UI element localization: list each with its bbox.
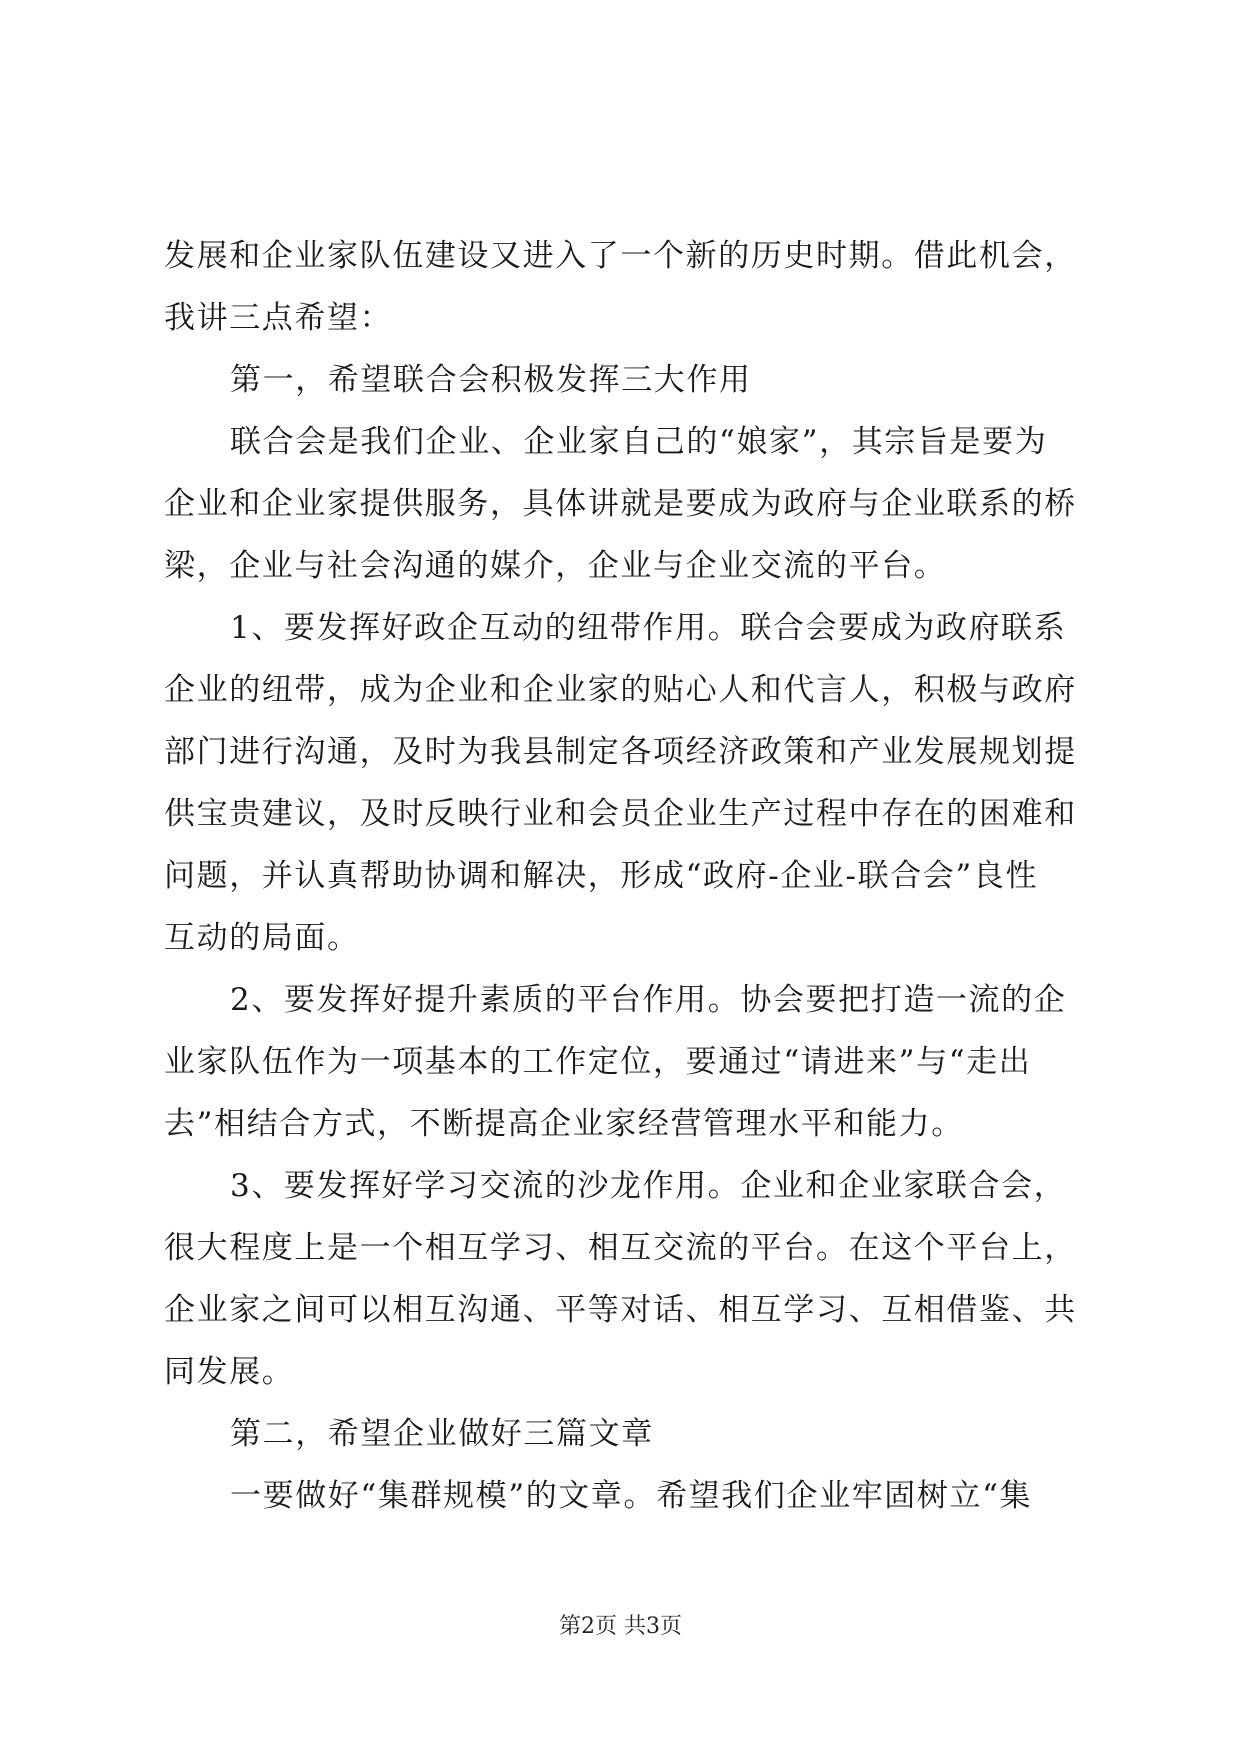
text-line: 业家队伍作为一项基本的工作定位，要通过“请进来”与“走出 xyxy=(164,1044,1032,1080)
text-line: 互动的局面。 xyxy=(164,920,360,956)
text-line: 问题，并认真帮助协调和解决，形成“政府-企业-联合会”良性 xyxy=(164,858,1039,894)
text-line: 部门进行沟通，及时为我县制定各项经济政策和产业发展规划提 xyxy=(164,734,1077,770)
text-line: 同发展。 xyxy=(164,1354,295,1390)
text-line: 企业家之间可以相互沟通、平等对话、相互学习、互相借鉴、共 xyxy=(164,1292,1077,1328)
text-line: 第一，希望联合会积极发挥三大作用 xyxy=(230,362,752,398)
text-line: 企业的纽带，成为企业和企业家的贴心人和代言人，积极与政府 xyxy=(164,672,1077,708)
text-line: 去”相结合方式，不断提高企业家经营管理水平和能力。 xyxy=(164,1106,964,1142)
text-line: 梁，企业与社会沟通的媒介，企业与企业交流的平台。 xyxy=(164,548,947,584)
text-line: 发展和企业家队伍建设又进入了一个新的历史时期。借此机会， xyxy=(164,238,1077,274)
document-body xyxy=(164,225,1076,1527)
text-line: 我讲三点希望： xyxy=(164,300,393,336)
text-line: 很大程度上是一个相互学习、相互交流的平台。在这个平台上， xyxy=(164,1230,1077,1266)
text-line: 联合会是我们企业、企业家自己的“娘家”，其宗旨是要为 xyxy=(230,424,1048,460)
text-line: 2、要发挥好提升素质的平台作用。协会要把打造一流的企 xyxy=(230,982,1067,1018)
text-line: 第二，希望企业做好三篇文章 xyxy=(230,1416,654,1452)
text-line: 1、要发挥好政企互动的纽带作用。联合会要成为政府联系 xyxy=(230,610,1067,646)
text-line: 供宝贵建议，及时反映行业和会员企业生产过程中存在的困难和 xyxy=(164,796,1077,832)
page-number-footer: 第2页 共3页 xyxy=(559,1614,682,1639)
text-line: 企业和企业家提供服务，具体讲就是要成为政府与企业联系的桥 xyxy=(164,486,1077,522)
text-line: 3、要发挥好学习交流的沙龙作用。企业和企业家联合会， xyxy=(230,1168,1067,1204)
text-line: 一要做好“集群规模”的文章。希望我们企业牢固树立“集 xyxy=(230,1478,1033,1514)
